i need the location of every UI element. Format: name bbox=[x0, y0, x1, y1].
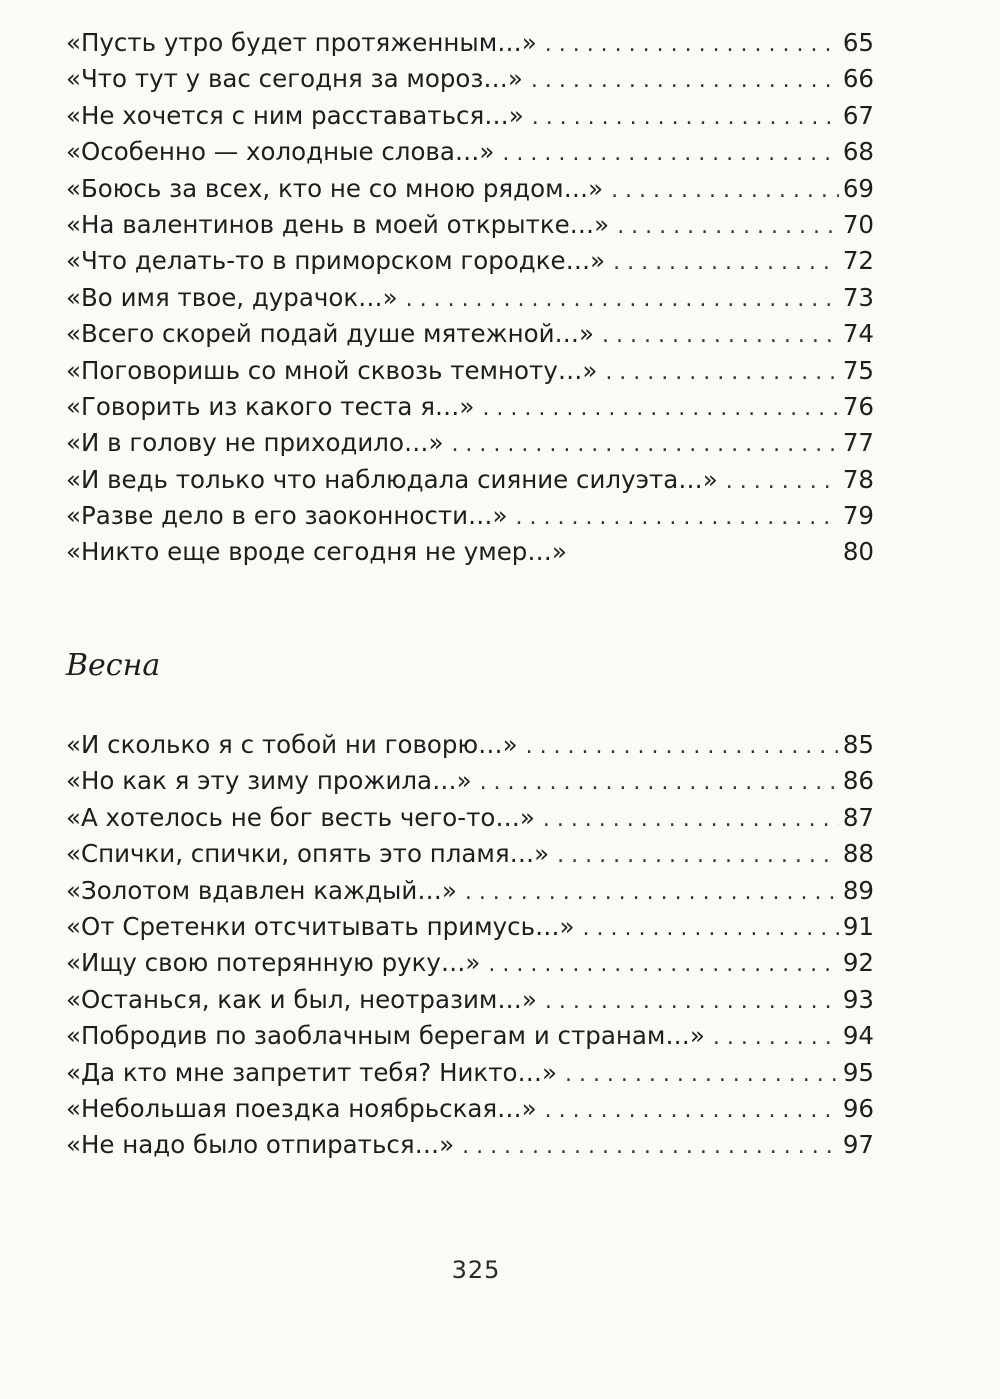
toc-entry bbox=[66, 800, 874, 836]
entry-title: «На валентинов день в моей открытке…» bbox=[66, 209, 610, 239]
entry-title: «И в голову не приходило…» bbox=[66, 428, 444, 458]
entry-page-number: 67 bbox=[842, 100, 874, 130]
entry-title: «Да кто мне запретит тебя? Никто…» bbox=[66, 1057, 557, 1087]
entry-title: «Всего скорей подай душе мятежной…» bbox=[66, 319, 595, 349]
entry-title: «Боюсь за всех, кто не со мною рядом…» bbox=[66, 173, 604, 203]
toc-entry bbox=[66, 534, 874, 570]
entry-page-number: 87 bbox=[842, 802, 874, 832]
dot-leader bbox=[532, 100, 839, 136]
toc-entry bbox=[66, 727, 874, 763]
toc-entry bbox=[66, 25, 874, 61]
entry-title: «Золотом вдавлен каждый…» bbox=[66, 875, 457, 905]
toc-entry bbox=[66, 389, 874, 425]
entry-page-number: 97 bbox=[842, 1130, 874, 1160]
entry-title: «А хотелось не бог весть чего-то…» bbox=[66, 802, 535, 832]
entry-page-number: 85 bbox=[842, 730, 874, 759]
dot-leader bbox=[617, 209, 839, 245]
entry-title: «Никто еще вроде сегодня не умер…» bbox=[66, 537, 567, 567]
dot-leader bbox=[611, 173, 839, 209]
dot-leader bbox=[406, 282, 839, 318]
entry-title: «Во имя твое, дурачок…» bbox=[66, 282, 398, 312]
entry-page-number: 72 bbox=[842, 246, 874, 276]
entry-page-number: 68 bbox=[842, 137, 874, 167]
entry-title: «Пусть утро будет протяженным…» bbox=[66, 28, 537, 57]
entry-page-number: 88 bbox=[842, 839, 874, 869]
entry-title: «Говорить из какого теста я…» bbox=[66, 391, 475, 421]
toc-entry bbox=[66, 462, 874, 498]
entry-page-number: 76 bbox=[842, 391, 874, 421]
toc-entry bbox=[66, 1127, 874, 1163]
dot-leader bbox=[451, 427, 838, 463]
dot-leader bbox=[502, 136, 838, 172]
entry-page-number: 89 bbox=[842, 875, 874, 905]
entry-title: «Побродив по заоблачным берегам и странам…» bbox=[66, 1021, 705, 1051]
dot-leader bbox=[516, 500, 839, 536]
entry-page-number: 94 bbox=[842, 1021, 874, 1051]
toc-entry bbox=[66, 836, 874, 872]
toc-entry bbox=[66, 134, 874, 170]
dot-leader bbox=[462, 1129, 839, 1165]
dot-leader bbox=[565, 1057, 839, 1093]
dot-leader bbox=[465, 875, 839, 911]
entry-page-number: 92 bbox=[842, 948, 874, 978]
dot-leader bbox=[602, 318, 839, 354]
dot-leader bbox=[545, 1093, 839, 1129]
toc-entry bbox=[66, 1018, 874, 1054]
toc-entry bbox=[66, 353, 874, 389]
dot-leader bbox=[605, 355, 839, 391]
entry-page-number: 79 bbox=[842, 501, 874, 531]
toc-entry bbox=[66, 316, 874, 352]
entry-title: «Разве дело в его заоконности…» bbox=[66, 501, 508, 531]
entry-title: «Не хочется с ним расставаться…» bbox=[66, 100, 524, 130]
dot-leader bbox=[531, 63, 839, 99]
toc-entry bbox=[66, 207, 874, 243]
toc-entry bbox=[66, 873, 874, 909]
entry-title: «И сколько я с тобой ни говорю…» bbox=[66, 730, 518, 759]
entry-title: «Что делать-то в приморском городке…» bbox=[66, 246, 606, 276]
entry-title: «Особенно — холодные слова…» bbox=[66, 137, 495, 167]
entry-page-number: 65 bbox=[842, 28, 874, 57]
dot-leader bbox=[480, 765, 839, 801]
entry-page-number: 77 bbox=[842, 428, 874, 458]
section-heading-spring: Весна bbox=[66, 648, 161, 683]
toc-entry bbox=[66, 498, 874, 534]
entry-page-number: 74 bbox=[842, 319, 874, 349]
dot-leader bbox=[613, 245, 839, 281]
entry-page-number: 73 bbox=[842, 282, 874, 312]
toc-entry bbox=[66, 171, 874, 207]
dot-leader bbox=[545, 984, 839, 1020]
toc-entry bbox=[66, 1055, 874, 1091]
dot-leader bbox=[726, 464, 839, 500]
toc-entry bbox=[66, 1091, 874, 1127]
dot-leader bbox=[545, 27, 839, 63]
toc-entry bbox=[66, 982, 874, 1018]
entry-title: «И ведь только что наблюдала сияние силуэта…» bbox=[66, 464, 718, 494]
toc-list-winter bbox=[66, 25, 874, 571]
entry-page-number: 80 bbox=[842, 537, 874, 567]
toc-entry bbox=[66, 243, 874, 279]
entry-page-number: 70 bbox=[842, 209, 874, 239]
entry-page-number: 66 bbox=[842, 64, 874, 94]
dot-leader bbox=[557, 838, 839, 874]
entry-page-number: 96 bbox=[842, 1093, 874, 1123]
dot-leader bbox=[583, 911, 839, 947]
page-number: 325 bbox=[451, 1256, 501, 1284]
entry-title: «Ищу свою потерянную руку…» bbox=[66, 948, 481, 978]
toc-entry bbox=[66, 98, 874, 134]
entry-title: «От Сретенки отсчитывать примусь…» bbox=[66, 911, 575, 941]
entry-page-number: 95 bbox=[842, 1057, 874, 1087]
toc-list-spring bbox=[66, 727, 874, 1164]
entry-title: «Небольшая поездка ноябрьская…» bbox=[66, 1093, 537, 1123]
entry-page-number: 78 bbox=[842, 464, 874, 494]
dot-leader bbox=[482, 391, 838, 427]
entry-title: «Поговоришь со мной сквозь темноту…» bbox=[66, 355, 598, 385]
dot-leader bbox=[713, 1020, 839, 1056]
entry-page-number: 75 bbox=[842, 355, 874, 385]
entry-title: «Но как я эту зиму прожила…» bbox=[66, 766, 472, 796]
entry-title: «Останься, как и был, неотразим…» bbox=[66, 984, 537, 1014]
dot-leader bbox=[543, 802, 839, 838]
toc-entry bbox=[66, 61, 874, 97]
toc-entry bbox=[66, 909, 874, 945]
entry-title: «Не надо было отпираться…» bbox=[66, 1130, 455, 1160]
entry-page-number: 93 bbox=[842, 984, 874, 1014]
entry-page-number: 69 bbox=[842, 173, 874, 203]
toc-entry bbox=[66, 945, 874, 981]
entry-page-number: 91 bbox=[842, 911, 874, 941]
toc-entry bbox=[66, 425, 874, 461]
entry-page-number: 86 bbox=[842, 766, 874, 796]
dot-leader bbox=[526, 729, 839, 765]
entry-title: «Спички, спички, опять это пламя…» bbox=[66, 839, 550, 869]
dot-leader bbox=[488, 947, 838, 983]
toc-entry bbox=[66, 280, 874, 316]
toc-entry bbox=[66, 763, 874, 799]
entry-title: «Что тут у вас сегодня за мороз…» bbox=[66, 64, 523, 94]
